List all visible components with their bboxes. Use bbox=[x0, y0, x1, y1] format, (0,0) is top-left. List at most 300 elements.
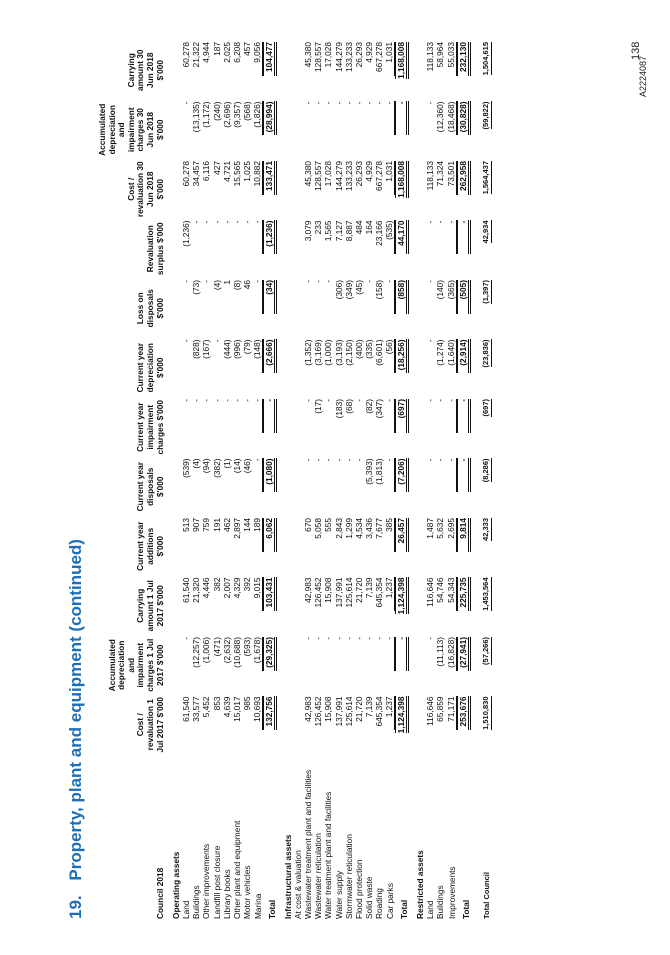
cell-text: - bbox=[303, 637, 314, 640]
cell-value bbox=[364, 575, 374, 635]
cell-value bbox=[457, 634, 471, 694]
cell-value bbox=[181, 456, 191, 516]
cell-text: 8,887 bbox=[343, 220, 354, 242]
cell-text: 5,452 bbox=[201, 696, 212, 718]
cell-text: - bbox=[353, 458, 364, 462]
cell-value bbox=[354, 634, 364, 694]
cell-text: - bbox=[425, 339, 436, 343]
cell-value bbox=[435, 99, 445, 159]
cell-value bbox=[222, 99, 232, 159]
cell-value bbox=[252, 694, 263, 754]
row-label: Buildings bbox=[435, 885, 446, 919]
cell-value bbox=[364, 396, 374, 456]
cell-value bbox=[191, 694, 201, 754]
cell-value bbox=[181, 396, 191, 456]
table-row bbox=[364, 39, 374, 919]
cell-text: 104,477 bbox=[263, 42, 277, 76]
cell-text: 1 bbox=[221, 280, 232, 285]
cell-text: 42,983 bbox=[303, 696, 314, 722]
cell-value bbox=[263, 634, 277, 694]
cell-value bbox=[435, 158, 445, 218]
cell-value bbox=[212, 39, 222, 99]
cell-value bbox=[222, 634, 232, 694]
cell-text: 26,293 bbox=[353, 161, 364, 187]
cell-value bbox=[334, 337, 344, 397]
cell-value bbox=[252, 277, 263, 337]
cell-text: 55,033 bbox=[446, 42, 457, 76]
cell-value bbox=[212, 634, 222, 694]
cell-value bbox=[344, 218, 354, 278]
cell-text: (1) bbox=[221, 458, 232, 469]
table-row bbox=[201, 39, 211, 919]
cell-text: - bbox=[425, 280, 436, 283]
cell-text: (505) bbox=[457, 280, 471, 314]
cell-text: 128,557 bbox=[313, 42, 324, 72]
cell-value bbox=[364, 634, 374, 694]
column-header: Cost / revaluation 30 Jun 2018 $'000 bbox=[125, 161, 165, 218]
cell-value bbox=[334, 158, 344, 218]
cell-value bbox=[344, 634, 354, 694]
cell-value bbox=[364, 694, 374, 754]
cell-value bbox=[374, 634, 384, 694]
row-label: Stormwater reticulation bbox=[343, 834, 354, 919]
cell-text: (68) bbox=[343, 399, 354, 414]
cell-value bbox=[425, 39, 435, 99]
cell-value bbox=[242, 218, 252, 278]
cell-text: (18,468) bbox=[446, 102, 457, 136]
document-reference: A2224087 bbox=[638, 55, 648, 97]
cell-value bbox=[344, 158, 354, 218]
cell-text: 144,279 bbox=[333, 161, 344, 191]
cell-text: 60,278 bbox=[181, 161, 192, 187]
cell-value bbox=[457, 277, 471, 337]
cell-value bbox=[191, 39, 201, 99]
cell-value bbox=[201, 158, 211, 218]
row-label: Total bbox=[460, 899, 471, 919]
cell-value bbox=[191, 99, 201, 159]
cell-value bbox=[242, 575, 252, 635]
cell-value bbox=[252, 99, 263, 159]
cell-value bbox=[232, 337, 242, 397]
cell-value bbox=[212, 575, 222, 635]
cell-text: 116,646 bbox=[425, 577, 436, 607]
cell-text: (828) bbox=[191, 339, 202, 359]
cell-value bbox=[313, 39, 323, 99]
cell-text: (1,236) bbox=[181, 220, 192, 247]
cell-text: (2,632) bbox=[221, 637, 232, 664]
cell-value bbox=[384, 575, 395, 635]
cell-text: - bbox=[191, 399, 202, 402]
cell-value bbox=[435, 337, 445, 397]
cell-value bbox=[364, 456, 374, 516]
cell-text: 5,058 bbox=[313, 518, 324, 539]
cell-text: - bbox=[303, 458, 314, 462]
table-row bbox=[222, 39, 232, 919]
cell-text: 1,124,398 bbox=[395, 697, 409, 734]
cell-text: (158) bbox=[373, 280, 384, 300]
cell-value bbox=[354, 396, 364, 456]
cell-value bbox=[313, 99, 323, 159]
cell-text: - bbox=[343, 458, 354, 462]
cell-text: 4,639 bbox=[221, 696, 232, 718]
cell-text: - bbox=[353, 637, 364, 640]
cell-value bbox=[181, 277, 191, 337]
row-label: Library books bbox=[221, 869, 232, 919]
cell-value bbox=[471, 515, 492, 575]
cell-text: 21,720 bbox=[353, 577, 364, 603]
cell-text: (57,266) bbox=[481, 637, 492, 665]
cell-text: 1,510,830 bbox=[481, 697, 492, 730]
cell-value bbox=[471, 158, 492, 218]
cell-text: 65,859 bbox=[435, 696, 446, 722]
cell-text: (2,666) bbox=[263, 340, 277, 374]
cell-value bbox=[181, 337, 191, 397]
cell-value bbox=[354, 218, 364, 278]
cell-text: 45,380 bbox=[303, 42, 314, 68]
cell-value bbox=[435, 218, 445, 278]
column-header: Current year depreciation $'000 bbox=[135, 343, 165, 393]
cell-value bbox=[334, 99, 344, 159]
cell-text: - bbox=[252, 280, 263, 314]
section-title-row bbox=[277, 39, 293, 919]
cell-text: - bbox=[181, 637, 192, 640]
table-row bbox=[212, 39, 222, 919]
row-label: Marina bbox=[252, 893, 263, 919]
cell-text: 126,452 bbox=[313, 696, 324, 727]
cell-text: - bbox=[181, 339, 192, 343]
cell-text: - bbox=[446, 399, 457, 433]
cell-value bbox=[435, 575, 445, 635]
cell-value bbox=[181, 158, 191, 218]
table-row bbox=[425, 39, 435, 919]
cell-text: 118,133 bbox=[425, 42, 436, 72]
row-label: Total Council bbox=[481, 872, 491, 919]
cell-text: 15,908 bbox=[323, 696, 334, 722]
cell-value bbox=[303, 277, 313, 337]
cell-value bbox=[323, 515, 333, 575]
cell-text: - bbox=[425, 637, 436, 640]
cell-text: (16,828) bbox=[446, 637, 457, 671]
cell-text: - bbox=[425, 220, 436, 224]
cell-value bbox=[222, 39, 232, 99]
cell-text: 645,354 bbox=[373, 696, 384, 727]
cell-value bbox=[232, 456, 242, 516]
cell-text: (46) bbox=[241, 458, 252, 474]
cell-value bbox=[191, 277, 201, 337]
cell-text: 225,735 bbox=[457, 578, 471, 612]
cell-text: - bbox=[313, 458, 324, 462]
cell-text: 17,028 bbox=[323, 42, 334, 68]
row-label: Motor vehicles bbox=[241, 865, 252, 919]
cell-text: (6,601) bbox=[373, 339, 384, 366]
cell-value bbox=[222, 277, 232, 337]
cell-text: 4,721 bbox=[221, 161, 232, 182]
row-label: Total bbox=[267, 899, 277, 919]
cell-value bbox=[201, 337, 211, 397]
cell-text: 232,130 bbox=[457, 42, 471, 76]
cell-value bbox=[395, 337, 409, 397]
cell-text: 1,564,437 bbox=[481, 161, 492, 194]
cell-value bbox=[471, 337, 492, 397]
cell-text: 1,299 bbox=[343, 518, 354, 539]
cell-text: - bbox=[252, 221, 263, 255]
cell-text: - bbox=[211, 399, 222, 402]
cell-value bbox=[446, 337, 457, 397]
cell-value bbox=[457, 515, 471, 575]
cell-value bbox=[201, 277, 211, 337]
cell-value bbox=[313, 337, 323, 397]
cell-text: 907 bbox=[191, 518, 202, 532]
cell-text: - bbox=[384, 399, 395, 433]
cell-text: 61,540 bbox=[181, 577, 192, 603]
cell-value bbox=[457, 218, 471, 278]
cell-text: 21,322 bbox=[191, 42, 202, 68]
cell-text: 2,695 bbox=[446, 518, 457, 552]
cell-value bbox=[313, 575, 323, 635]
cell-text: - bbox=[252, 399, 263, 433]
cell-text: (5,393) bbox=[363, 458, 374, 485]
cell-value bbox=[364, 158, 374, 218]
cell-text: (82) bbox=[363, 399, 374, 414]
cell-value bbox=[435, 39, 445, 99]
cell-value bbox=[425, 99, 435, 159]
cell-value bbox=[384, 694, 395, 754]
cell-value bbox=[313, 634, 323, 694]
cell-text: (471) bbox=[211, 637, 222, 657]
cell-text: - bbox=[435, 399, 446, 402]
cell-value bbox=[323, 396, 333, 456]
header-row bbox=[98, 39, 165, 919]
cell-text: 9,015 bbox=[252, 578, 263, 612]
cell-text: 26,457 bbox=[395, 518, 409, 552]
cell-text: (23,836) bbox=[481, 340, 492, 368]
cell-value bbox=[252, 337, 263, 397]
cell-text: - bbox=[323, 458, 334, 462]
cell-text: (349) bbox=[343, 280, 354, 300]
cell-text: 1,031 bbox=[384, 42, 395, 76]
cell-text: 71,171 bbox=[446, 697, 457, 731]
cell-text: - bbox=[425, 101, 436, 105]
cell-value bbox=[395, 694, 409, 754]
cell-text: - bbox=[303, 280, 314, 283]
cell-value bbox=[242, 694, 252, 754]
cell-value bbox=[425, 396, 435, 456]
cell-value bbox=[471, 218, 492, 278]
cell-value bbox=[446, 456, 457, 516]
cell-text: 45,380 bbox=[303, 161, 314, 187]
table-row bbox=[303, 39, 313, 919]
table-row bbox=[334, 39, 344, 919]
cell-text: 125,614 bbox=[343, 696, 354, 727]
cell-value bbox=[303, 515, 313, 575]
column-header: Current year impairment charges $'000 bbox=[135, 399, 165, 455]
column-header: Cost / revaluation 1 Jul 2017 $'000 bbox=[135, 697, 165, 753]
cell-value bbox=[181, 634, 191, 694]
cell-value bbox=[334, 694, 344, 754]
cell-value bbox=[263, 277, 277, 337]
cell-value bbox=[384, 396, 395, 456]
column-header: Carrying amount 1 Jul 2017 $'000 bbox=[135, 580, 165, 632]
cell-value bbox=[191, 575, 201, 635]
cell-value bbox=[252, 158, 263, 218]
cell-text: 21,720 bbox=[353, 696, 364, 722]
cell-text: - bbox=[221, 220, 232, 224]
cell-value bbox=[313, 218, 323, 278]
cell-text: - bbox=[384, 102, 395, 136]
cell-text: (79) bbox=[241, 339, 252, 355]
cell-text: 2,897 bbox=[231, 518, 242, 539]
cell-text: 42,934 bbox=[481, 221, 492, 244]
cell-text: 1,124,398 bbox=[395, 578, 409, 615]
cell-value bbox=[425, 456, 435, 516]
cell-value bbox=[252, 396, 263, 456]
cell-value bbox=[334, 575, 344, 635]
cell-text: (12,257) bbox=[191, 637, 202, 668]
cell-text: 253,676 bbox=[457, 697, 471, 731]
cell-text: 385 bbox=[384, 518, 395, 552]
cell-text: (7,206) bbox=[395, 459, 409, 493]
cell-value bbox=[232, 634, 242, 694]
cell-value bbox=[212, 456, 222, 516]
cell-value bbox=[222, 456, 232, 516]
cell-value bbox=[395, 218, 409, 278]
cell-text: - bbox=[425, 399, 436, 402]
cell-value bbox=[471, 277, 492, 337]
cell-value bbox=[313, 694, 323, 754]
row-label: Other plant and equipment bbox=[231, 820, 242, 919]
cell-text: (183) bbox=[333, 399, 344, 419]
cell-text: - bbox=[323, 280, 334, 283]
cell-text: (335) bbox=[363, 339, 374, 359]
cell-text: 34,457 bbox=[191, 161, 202, 187]
cell-text: 60,278 bbox=[181, 42, 192, 68]
cell-value bbox=[374, 337, 384, 397]
cell-value bbox=[242, 456, 252, 516]
cell-text: - bbox=[231, 220, 242, 224]
cell-value bbox=[191, 218, 201, 278]
cell-text: - bbox=[303, 399, 314, 402]
section-title-row bbox=[409, 39, 425, 919]
cell-value bbox=[191, 337, 201, 397]
cell-value bbox=[323, 277, 333, 337]
row-label: Other improvements bbox=[201, 843, 212, 919]
cell-value bbox=[323, 634, 333, 694]
cell-value bbox=[374, 39, 384, 99]
cell-text: (1,813) bbox=[373, 458, 384, 485]
cell-text: 1,487 bbox=[425, 518, 436, 539]
cell-value bbox=[212, 694, 222, 754]
cell-text: 116,646 bbox=[425, 696, 436, 726]
cell-value bbox=[395, 277, 409, 337]
cell-value bbox=[435, 396, 445, 456]
cell-text: - bbox=[231, 399, 242, 402]
cell-text: 462 bbox=[221, 518, 232, 532]
row-label: Land bbox=[425, 900, 436, 919]
cell-text: 667,278 bbox=[373, 42, 384, 72]
cell-text: - bbox=[343, 637, 354, 640]
cell-text: 1,031 bbox=[384, 161, 395, 195]
cell-text: (4) bbox=[211, 280, 222, 291]
cell-text: - bbox=[181, 399, 192, 402]
cell-value bbox=[446, 99, 457, 159]
cell-text: - bbox=[373, 637, 384, 640]
subsection-row bbox=[293, 39, 303, 919]
section-heading bbox=[66, 539, 86, 919]
cell-value bbox=[222, 694, 232, 754]
grand-total-row bbox=[471, 39, 492, 919]
cell-value bbox=[384, 158, 395, 218]
cell-text: 15,565 bbox=[231, 161, 242, 187]
cell-text: 125,614 bbox=[343, 577, 354, 608]
cell-value bbox=[374, 158, 384, 218]
cell-value bbox=[252, 39, 263, 99]
row-label: Flood protection bbox=[353, 859, 364, 919]
cell-text: - bbox=[395, 637, 409, 671]
cell-text: - bbox=[363, 101, 374, 105]
cell-value bbox=[457, 694, 471, 754]
table-row bbox=[252, 39, 263, 919]
cell-value bbox=[384, 99, 395, 159]
cell-text: (14) bbox=[231, 458, 242, 474]
cell-text: 9,056 bbox=[252, 42, 263, 76]
cell-value bbox=[242, 99, 252, 159]
cell-value bbox=[313, 396, 323, 456]
cell-text: (3,169) bbox=[313, 339, 324, 366]
cell-text: (400) bbox=[353, 339, 364, 359]
cell-text: - bbox=[313, 101, 324, 105]
row-label: Wastewater reticulation bbox=[313, 833, 324, 919]
cell-value bbox=[344, 575, 354, 635]
row-label: Water treatment plant and facilities bbox=[323, 791, 334, 919]
cell-value bbox=[263, 515, 277, 575]
cell-value bbox=[263, 158, 277, 218]
cell-value bbox=[435, 456, 445, 516]
cell-value bbox=[212, 277, 222, 337]
cell-text: (382) bbox=[211, 458, 222, 478]
cell-text: 1,025 bbox=[241, 161, 252, 182]
cell-value bbox=[364, 39, 374, 99]
cell-text: 44,170 bbox=[395, 221, 409, 255]
cell-text: 513 bbox=[181, 518, 192, 532]
section-title: Property, plant and equipment (continued) bbox=[66, 539, 85, 881]
cell-value bbox=[384, 456, 395, 516]
cell-text: - bbox=[395, 102, 409, 136]
column-header: Current year disposals $'000 bbox=[135, 462, 165, 512]
page-number: 138 bbox=[630, 41, 642, 60]
cell-value bbox=[374, 277, 384, 337]
cell-text: 10,693 bbox=[252, 697, 263, 731]
cell-text: 17,028 bbox=[323, 161, 334, 187]
table-row bbox=[242, 39, 252, 919]
cell-value bbox=[323, 39, 333, 99]
cell-text: (858) bbox=[395, 280, 409, 314]
cell-value bbox=[191, 515, 201, 575]
cell-value bbox=[201, 456, 211, 516]
cell-value bbox=[374, 515, 384, 575]
cell-text: 71,324 bbox=[435, 161, 446, 187]
cell-value bbox=[242, 277, 252, 337]
cell-value bbox=[344, 694, 354, 754]
cell-text: (365) bbox=[446, 280, 457, 314]
cell-text: - bbox=[457, 221, 471, 255]
column-header: Current year additions $'000 bbox=[135, 521, 165, 571]
cell-text: - bbox=[333, 637, 344, 640]
cell-value bbox=[435, 634, 445, 694]
cell-text: 10,882 bbox=[252, 161, 263, 195]
cell-value bbox=[344, 39, 354, 99]
row-label: Landfill post closure bbox=[211, 845, 222, 919]
cell-value bbox=[374, 396, 384, 456]
